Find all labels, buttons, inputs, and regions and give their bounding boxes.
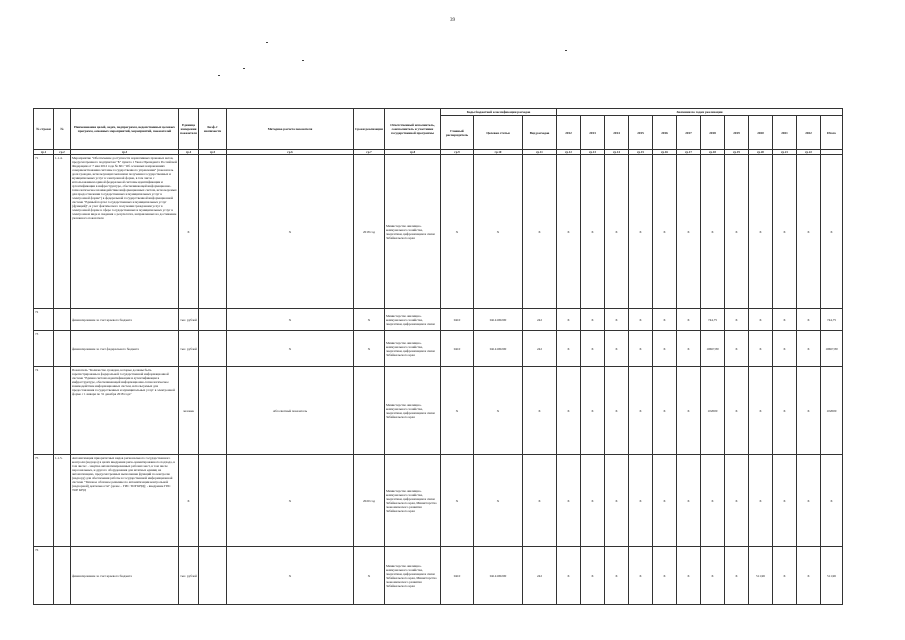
year-value: X <box>629 309 653 331</box>
vid-cell: 242 <box>523 309 557 331</box>
term-cell: 2018 год <box>354 155 385 309</box>
year-value: X <box>725 455 749 547</box>
header-term: Сроки реализации <box>354 109 385 150</box>
year-value: X <box>581 331 605 367</box>
table-row <box>34 331 843 367</box>
year-value: X <box>749 455 773 547</box>
year-value: X <box>629 331 653 367</box>
responsible-cell: Министерство жилищно-коммунального хозяйства, энергетики, цифровизации и связи Забайкальского края <box>385 331 441 367</box>
header-year: 2013 <box>581 116 605 150</box>
year-value: X <box>581 309 605 331</box>
total-value: 10667,80 <box>821 331 843 367</box>
year-value: X <box>581 455 605 547</box>
year-value: X <box>725 547 749 605</box>
column-number: гр.17 <box>677 150 701 155</box>
year-value: X <box>605 155 629 309</box>
column-number: гр.4 <box>179 150 199 155</box>
total-value: X <box>821 455 843 547</box>
year-value: X <box>557 331 581 367</box>
year-value: X <box>797 547 821 605</box>
year-value: X <box>557 309 581 331</box>
header-year: 2012 <box>557 116 581 150</box>
column-number: гр.20 <box>749 150 773 155</box>
column-number: гр.1 <box>34 150 54 155</box>
vid-cell: X <box>523 155 557 309</box>
header-gr: Главный распорядитель <box>441 116 474 150</box>
gr-cell: 0410 <box>441 547 474 605</box>
year-value: X <box>773 331 797 367</box>
row-number: 72 <box>34 309 54 331</box>
year-value: X <box>773 547 797 605</box>
row-number: 76 <box>34 547 54 605</box>
gr-cell: 0410 <box>441 309 474 331</box>
column-number: гр.21 <box>773 150 797 155</box>
total-value: 102000 <box>821 367 843 455</box>
row-number: 74 <box>34 367 54 455</box>
gr-cell: X <box>441 155 474 309</box>
year-value: X <box>557 367 581 455</box>
table-row <box>34 547 843 605</box>
column-number: гр.7 <box>354 150 385 155</box>
item-number <box>54 547 71 605</box>
year-value: X <box>581 155 605 309</box>
year-value: X <box>653 547 677 605</box>
year-value: X <box>653 309 677 331</box>
column-number: гр.13 <box>581 150 605 155</box>
year-value: X <box>749 367 773 455</box>
column-number: гр.15 <box>629 150 653 155</box>
vid-cell: X <box>523 455 557 547</box>
year-value: X <box>797 331 821 367</box>
header-vid: Вид расходов <box>523 116 557 150</box>
unit-cell: тыс. рублей <box>179 547 199 605</box>
tsel-cell: X <box>474 455 523 547</box>
method-cell: X <box>227 155 354 309</box>
year-value: X <box>749 331 773 367</box>
item-name: Мероприятие "Обеспечение доступности нормативных правовых актов, предусмотренного подпунктом "Б" пункта 1 Указа Президента Российской Федерации от 7 мая 2012 года № 601 "Об основных направлениях совершенствования системы государственного управления" (показатель доля граждан, использующих механизм получения государственных и муниципальных услуг в электронной форме, в том числе с использованием единой федеральной системы идентификации и аутентификации в инфраструктуре, обеспечивающей информационно-технологическое взаимодействие информационных систем, используемых для предоставления государственных и муниципальных услуг в электронной форме") в федеральной государственной информационной системе "Единый портал государственных и муниципальных услуг (функций)", и учет фактического получения гражданами услуг в электронной форме в сфере государственных и муниципальных услуг в электронном виде и сведения о результатах, направленных на достижение указанного показателя <box>71 155 179 309</box>
year-value: X <box>605 367 629 455</box>
column-number: гр.6 <box>227 150 354 155</box>
year-value: X <box>725 367 749 455</box>
method-cell: X <box>227 331 354 367</box>
tsel-cell: X <box>474 155 523 309</box>
term-cell: X <box>354 331 385 367</box>
responsible-cell: Министерство жилищно-коммунального хозяйства, энергетики, цифровизации и связи <box>385 309 441 331</box>
year-value: X <box>773 367 797 455</box>
header-year: 2017 <box>677 116 701 150</box>
year-value: X <box>677 155 701 309</box>
unit-cell: тыс. рублей <box>179 309 199 331</box>
gr-cell: X <box>441 455 474 547</box>
coef-cell <box>199 367 227 455</box>
year-value: X <box>797 455 821 547</box>
column-number: гр.16 <box>653 150 677 155</box>
year-value: X <box>701 455 725 547</box>
header-values-group: Значения по годам реализации <box>557 109 843 116</box>
header-resp: Ответственный исполнитель, соисполнитель и участники государственной программы <box>385 109 441 150</box>
page-number: 39 <box>450 18 455 23</box>
total-value: 744,75 <box>821 309 843 331</box>
column-number: гр.10 <box>474 150 523 155</box>
header-year: 2022 <box>797 116 821 150</box>
header-year: 2020 <box>749 116 773 150</box>
column-number: гр.12 <box>557 150 581 155</box>
year-value: 102000 <box>701 367 725 455</box>
table-row <box>34 309 843 331</box>
header-codes-group: Коды бюджетной классификации расходов <box>441 109 557 116</box>
year-value: X <box>677 309 701 331</box>
column-number: гр.11 <box>523 150 557 155</box>
item-name: финансирование за счет федерального бюджета <box>71 331 179 367</box>
year-value: X <box>725 309 749 331</box>
year-value: X <box>581 547 605 605</box>
item-name: финансирование за счет краевого бюджета <box>71 547 179 605</box>
item-number <box>54 367 71 455</box>
column-number: гр.3 <box>71 150 179 155</box>
year-value: X <box>725 331 749 367</box>
year-value: X <box>677 367 701 455</box>
vid-cell: 242 <box>523 331 557 367</box>
term-cell: X <box>354 547 385 605</box>
table-body <box>34 155 843 605</box>
year-value: X <box>797 367 821 455</box>
item-number <box>54 309 71 331</box>
year-value: X <box>677 547 701 605</box>
item-name: Автоматизация приоритетных видов регионального государственного контроля (надзора) в целях внедрения риск-ориентированного подхода, в том числе: - закупка автоматизированных рабочих мест, в том числе персональных, и другого оборудования для штатных единиц на автоматизацию, предусмотренных выполнение функций по контролю (надзору) для обеспечения работы в государственной информационной системе "Типовое облачное решение по автоматизации контрольной (надзорной) деятельности" (далее – ГИС ТОР КНД); - внедрение ГИС ТОР КНД <box>71 455 179 547</box>
table-row <box>34 155 843 309</box>
scan-speck <box>302 60 304 61</box>
responsible-cell: Министерство жилищно-коммунального хозяйства, энергетики, цифровизации и связи Забайкальского края <box>385 155 441 309</box>
year-value: X <box>797 309 821 331</box>
method-cell: X <box>227 455 354 547</box>
year-value: X <box>677 455 701 547</box>
total-value: 511,96 <box>821 547 843 605</box>
year-value: X <box>605 331 629 367</box>
year-value: X <box>629 455 653 547</box>
column-number: гр.22 <box>797 150 821 155</box>
header-year: 2018 <box>701 116 725 150</box>
scan-speck <box>243 68 245 69</box>
year-value: 744,75 <box>701 309 725 331</box>
row-number: 71 <box>34 155 54 309</box>
year-value: X <box>557 455 581 547</box>
year-value: X <box>677 331 701 367</box>
year-value: X <box>773 309 797 331</box>
column-number: гр.2 <box>54 150 71 155</box>
table-header <box>34 109 843 155</box>
year-value: X <box>581 367 605 455</box>
column-number: гр.18 <box>701 150 725 155</box>
year-value: X <box>749 309 773 331</box>
year-value: X <box>629 155 653 309</box>
program-table <box>33 108 843 605</box>
year-value: X <box>773 155 797 309</box>
scan-speck <box>565 50 567 51</box>
term-cell: 2020 год <box>354 455 385 547</box>
term-cell: X <box>354 309 385 331</box>
method-cell: Абсолютный показатель <box>227 367 354 455</box>
item-name: финансирование за счет краевого бюджета <box>71 309 179 331</box>
coef-cell <box>199 547 227 605</box>
column-number: гр.8 <box>385 150 441 155</box>
column-number: гр.19 <box>725 150 749 155</box>
item-name: Показатель "Количество граждан, которые должны быть зарегистрированы в федеральной государственной информационной системе "Единая система идентификации и аутентификации в инфраструктуре, обеспечивающей информационно-технологическое взаимодействие информационных систем, используемых для предоставления государственных и муниципальных услуг в электронной форме с 1 января по 31 декабря 2018 года" <box>71 367 179 455</box>
year-value: X <box>653 455 677 547</box>
header-unit: Единица измерения показателя <box>179 109 199 150</box>
year-value: X <box>701 547 725 605</box>
coef-cell <box>199 455 227 547</box>
header-total: Итого <box>821 116 843 150</box>
unit-cell: X <box>179 455 199 547</box>
unit-cell: человек <box>179 367 199 455</box>
year-value: X <box>725 155 749 309</box>
coef-cell <box>199 309 227 331</box>
scan-speck <box>218 75 220 76</box>
column-number: гр.9 <box>441 150 474 155</box>
row-number: 73 <box>34 331 54 367</box>
tsel-cell: 0414100200 <box>474 331 523 367</box>
total-value: X <box>821 155 843 309</box>
year-value: 511,96 <box>749 547 773 605</box>
gr-cell: X <box>441 367 474 455</box>
header-name: Наименование целей, задач, подпрограмм, ведомственных целевых программ, основных мероприятий, мероприятий, показателей <box>71 109 179 150</box>
tsel-cell: 0414100200 <box>474 547 523 605</box>
year-value: X <box>701 155 725 309</box>
header-tsel: Целевая статья <box>474 116 523 150</box>
responsible-cell: Министерство жилищно-коммунального хозяйства, энергетики, цифровизации и связи Забайкальского края, Министерство экономического развития Забайкальского края <box>385 455 441 547</box>
year-value: X <box>773 455 797 547</box>
header-method: Методика расчета показателя <box>227 109 354 150</box>
table-row <box>34 367 843 455</box>
header-coef: Коэф-т значимости <box>199 109 227 150</box>
item-number: 1.1.4. <box>54 155 71 309</box>
year-value: X <box>653 331 677 367</box>
header-year: 2014 <box>605 116 629 150</box>
year-value: X <box>629 547 653 605</box>
responsible-cell: Министерство жилищно-коммунального хозяйства, энергетики, цифровизации и связи Забайкальского края, Министерство экономического развития Забайкальского края <box>385 547 441 605</box>
tsel-cell: X <box>474 367 523 455</box>
column-number: гр.14 <box>605 150 629 155</box>
responsible-cell: Министерство жилищно-коммунального хозяйства, энергетики, цифровизации и связи Забайкальского края <box>385 367 441 455</box>
year-value: X <box>653 367 677 455</box>
tsel-cell: 0414100200 <box>474 309 523 331</box>
year-value: X <box>605 455 629 547</box>
vid-cell: X <box>523 367 557 455</box>
method-cell: X <box>227 309 354 331</box>
unit-cell: X <box>179 155 199 309</box>
term-cell <box>354 367 385 455</box>
header-year: 2015 <box>629 116 653 150</box>
year-value: X <box>653 155 677 309</box>
header-row-no: № строки <box>34 109 54 150</box>
coef-cell <box>199 155 227 309</box>
year-value: X <box>629 367 653 455</box>
row-number: 75 <box>34 455 54 547</box>
year-value: X <box>797 155 821 309</box>
scan-speck <box>266 42 268 43</box>
column-number: гр.5 <box>199 150 227 155</box>
item-number <box>54 331 71 367</box>
method-cell: X <box>227 547 354 605</box>
header-year: 2016 <box>653 116 677 150</box>
gr-cell: 0410 <box>441 331 474 367</box>
item-number: 1.1.5. <box>54 455 71 547</box>
coef-cell <box>199 331 227 367</box>
year-value: X <box>557 547 581 605</box>
vid-cell: 242 <box>523 547 557 605</box>
year-value: X <box>605 309 629 331</box>
unit-cell: тыс. рублей <box>179 331 199 367</box>
year-value: 10667,80 <box>701 331 725 367</box>
header-no: № <box>54 109 71 150</box>
header-year: 2019 <box>725 116 749 150</box>
header-year: 2021 <box>773 116 797 150</box>
year-value: X <box>749 155 773 309</box>
year-value: X <box>605 547 629 605</box>
table-row <box>34 455 843 547</box>
year-value: X <box>557 155 581 309</box>
